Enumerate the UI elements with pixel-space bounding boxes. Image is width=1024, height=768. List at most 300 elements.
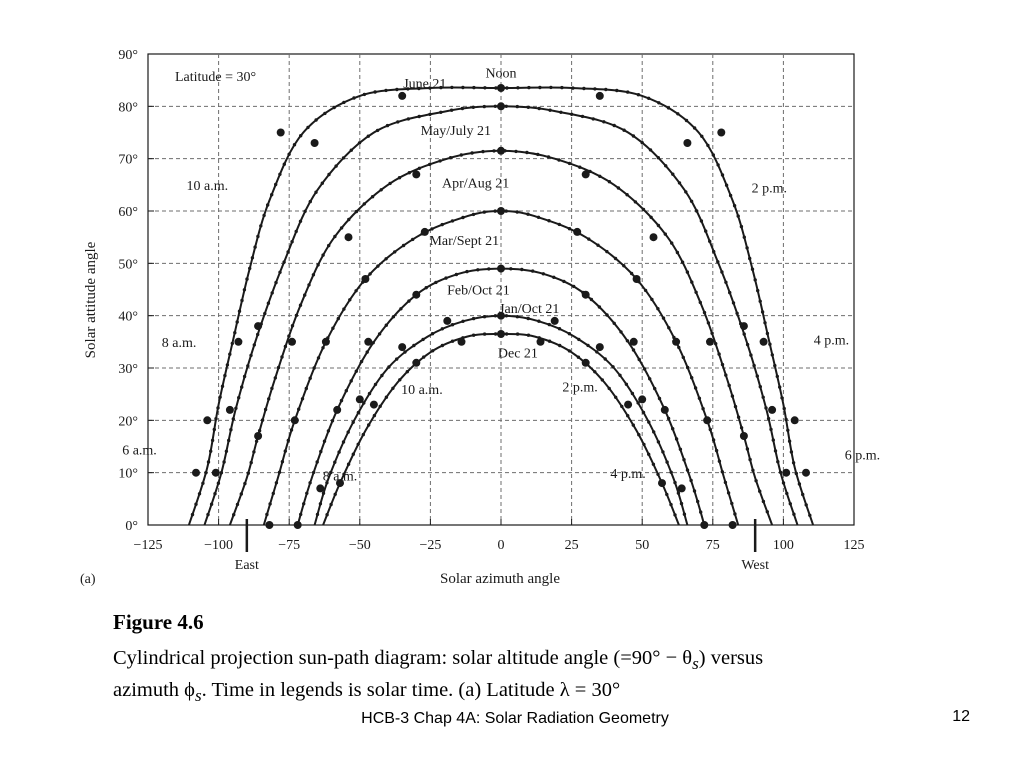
- minor-marker: [614, 396, 617, 399]
- minor-marker: [622, 264, 625, 267]
- minor-marker: [642, 443, 645, 446]
- minor-marker: [216, 406, 219, 409]
- minor-marker: [560, 86, 563, 89]
- minor-marker: [213, 428, 216, 431]
- minor-marker: [295, 314, 298, 317]
- east-label: East: [234, 558, 259, 573]
- minor-marker: [221, 385, 224, 388]
- hour-point: [316, 484, 324, 492]
- minor-marker: [652, 430, 655, 433]
- minor-marker: [658, 397, 661, 400]
- minor-marker: [700, 135, 703, 138]
- minor-marker: [217, 482, 220, 485]
- minor-marker: [657, 101, 660, 104]
- hour-point: [212, 469, 220, 477]
- minor-marker: [421, 338, 424, 341]
- minor-marker: [348, 298, 351, 301]
- minor-marker: [661, 450, 664, 453]
- minor-marker: [725, 184, 728, 187]
- minor-marker: [319, 450, 322, 453]
- minor-marker: [698, 397, 701, 400]
- minor-marker: [395, 88, 398, 91]
- minor-marker: [210, 503, 213, 506]
- minor-marker: [321, 253, 324, 256]
- y-tick-label: 60°: [118, 205, 138, 220]
- minor-marker: [558, 223, 561, 226]
- minor-marker: [759, 300, 762, 303]
- minor-marker: [278, 471, 281, 474]
- minor-marker: [808, 514, 811, 517]
- minor-marker: [299, 220, 302, 223]
- minor-marker: [357, 443, 360, 446]
- caption-line1-sub: s: [692, 654, 699, 674]
- minor-marker: [527, 106, 530, 109]
- minor-marker: [652, 463, 655, 466]
- minor-marker: [494, 209, 497, 212]
- minor-marker: [451, 323, 454, 326]
- hour-point: [497, 84, 505, 92]
- minor-marker: [520, 268, 523, 271]
- hour-point: [356, 395, 364, 403]
- hour-point: [760, 338, 768, 346]
- minor-marker: [317, 356, 320, 359]
- minor-marker: [331, 419, 334, 422]
- minor-marker: [701, 407, 704, 410]
- hour-point: [277, 129, 285, 137]
- minor-marker: [790, 450, 793, 453]
- minor-marker: [527, 86, 530, 89]
- minor-marker: [598, 175, 601, 178]
- minor-marker: [625, 193, 628, 196]
- hour-point: [361, 275, 369, 283]
- hour-point: [497, 102, 505, 110]
- minor-marker: [393, 250, 396, 253]
- minor-marker: [373, 414, 376, 417]
- minor-marker: [548, 340, 551, 343]
- minor-marker: [327, 244, 330, 247]
- minor-marker: [686, 468, 689, 471]
- minor-marker: [272, 492, 275, 495]
- minor-marker: [763, 321, 766, 324]
- minor-marker: [218, 395, 221, 398]
- minor-marker: [748, 257, 751, 260]
- annotation-label: 10 a.m.: [186, 179, 229, 195]
- hour-point: [551, 317, 559, 325]
- minor-marker: [204, 471, 207, 474]
- minor-marker: [396, 120, 399, 123]
- footer-title: HCB-3 Chap 4A: Solar Radiation Geometry: [361, 710, 669, 727]
- minor-marker: [611, 365, 614, 368]
- minor-marker: [428, 163, 431, 166]
- y-tick-label: 30°: [118, 362, 138, 377]
- caption-line1-suffix: ) versus: [698, 647, 764, 669]
- minor-marker: [268, 502, 271, 505]
- annotation-label: 6 p.m.: [844, 448, 881, 464]
- minor-marker: [340, 226, 343, 229]
- minor-marker: [648, 377, 651, 380]
- hour-point: [633, 275, 641, 283]
- hour-point: [497, 265, 505, 273]
- minor-marker: [325, 513, 328, 516]
- minor-marker: [676, 112, 679, 115]
- minor-marker: [712, 153, 715, 156]
- annotation-label: 4 p.m.: [610, 466, 646, 482]
- hour-point: [703, 416, 711, 424]
- minor-marker: [690, 376, 693, 379]
- minor-marker: [568, 349, 571, 352]
- hour-point: [638, 395, 646, 403]
- minor-marker: [316, 263, 319, 266]
- minor-marker: [233, 331, 236, 334]
- minor-marker: [228, 353, 231, 356]
- minor-marker: [778, 385, 781, 388]
- minor-marker: [772, 438, 775, 441]
- hour-point: [582, 170, 590, 178]
- minor-marker: [331, 327, 334, 330]
- minor-marker: [220, 471, 223, 474]
- minor-marker: [650, 298, 653, 301]
- minor-marker: [637, 93, 640, 96]
- minor-marker: [664, 164, 667, 167]
- minor-marker: [696, 500, 699, 503]
- minor-marker: [671, 173, 674, 176]
- minor-marker: [263, 312, 266, 315]
- minor-marker: [422, 355, 425, 358]
- hour-point: [412, 170, 420, 178]
- minor-marker: [670, 471, 673, 474]
- minor-marker: [714, 342, 717, 345]
- caption-line2-sub: s: [194, 686, 202, 706]
- minor-marker: [371, 195, 374, 198]
- minor-marker: [749, 353, 752, 356]
- x-tick-label: −100: [204, 538, 234, 553]
- minor-marker: [333, 461, 336, 464]
- figure-caption: [113, 610, 933, 709]
- minor-marker: [577, 356, 580, 359]
- hour-point: [596, 92, 604, 100]
- minor-marker: [664, 232, 667, 235]
- minor-marker: [287, 153, 290, 156]
- minor-marker: [676, 251, 679, 254]
- minor-marker: [287, 334, 290, 337]
- hour-point: [294, 521, 302, 529]
- minor-marker: [718, 460, 721, 463]
- minor-marker: [740, 426, 743, 429]
- minor-marker: [694, 386, 697, 389]
- minor-marker: [537, 320, 540, 323]
- minor-marker: [252, 450, 255, 453]
- minor-marker: [253, 245, 256, 248]
- minor-marker: [785, 492, 788, 495]
- hour-point: [729, 521, 737, 529]
- minor-marker: [637, 433, 640, 436]
- x-tick-label: 125: [843, 538, 865, 553]
- minor-marker: [398, 176, 401, 179]
- minor-marker: [334, 164, 337, 167]
- minor-marker: [465, 270, 468, 273]
- minor-marker: [250, 461, 253, 464]
- minor-marker: [354, 289, 357, 292]
- minor-marker: [284, 345, 287, 348]
- minor-marker: [243, 482, 246, 485]
- minor-marker: [643, 367, 646, 370]
- hour-point: [700, 521, 708, 529]
- y-tick-label: 70°: [118, 152, 138, 168]
- minor-marker: [411, 238, 414, 241]
- minor-marker: [683, 513, 686, 516]
- minor-marker: [321, 346, 324, 349]
- minor-marker: [632, 134, 635, 137]
- minor-marker: [265, 513, 268, 516]
- minor-marker: [724, 281, 727, 284]
- minor-marker: [347, 430, 350, 433]
- annotation-label: June 21: [403, 77, 447, 92]
- minor-marker: [376, 264, 379, 267]
- minor-marker: [281, 460, 284, 463]
- minor-marker: [525, 151, 528, 154]
- minor-marker: [734, 405, 737, 408]
- minor-marker: [384, 89, 387, 92]
- minor-marker: [766, 332, 769, 335]
- annotation-label: Dec 21: [497, 346, 538, 362]
- minor-marker: [780, 396, 783, 399]
- minor-marker: [779, 471, 782, 474]
- minor-marker: [439, 111, 442, 114]
- minor-marker: [368, 272, 371, 275]
- hour-point: [412, 359, 420, 367]
- hour-point: [311, 139, 319, 147]
- minor-marker: [290, 428, 293, 431]
- hour-point: [443, 317, 451, 325]
- minor-marker: [297, 408, 300, 411]
- minor-marker: [380, 374, 383, 377]
- minor-marker: [657, 440, 660, 443]
- hour-point: [364, 338, 372, 346]
- minor-marker: [438, 159, 441, 162]
- caption-line1-prefix: Cylindrical projection sun-path diagram: solar altitude angle (=90° − θ: [113, 647, 693, 669]
- minor-marker: [756, 289, 759, 292]
- minor-marker: [766, 510, 769, 513]
- minor-marker: [693, 126, 696, 129]
- minor-marker: [305, 387, 308, 390]
- minor-marker: [649, 216, 652, 219]
- minor-marker: [472, 213, 475, 216]
- minor-marker: [494, 332, 497, 335]
- minor-marker: [751, 469, 754, 472]
- minor-marker: [568, 332, 571, 335]
- minor-marker: [494, 314, 497, 317]
- minor-marker: [282, 260, 285, 263]
- minor-marker: [258, 429, 261, 432]
- minor-marker: [685, 119, 688, 122]
- minor-marker: [733, 512, 736, 515]
- minor-marker: [746, 343, 749, 346]
- minor-marker: [617, 186, 620, 189]
- minor-marker: [264, 408, 267, 411]
- minor-marker: [398, 378, 401, 381]
- minor-marker: [461, 86, 464, 89]
- annotation-label: Apr/Aug 21: [441, 176, 510, 192]
- minor-marker: [786, 429, 789, 432]
- minor-marker: [700, 219, 703, 222]
- minor-marker: [642, 208, 645, 211]
- minor-marker: [531, 269, 534, 272]
- minor-marker: [587, 237, 590, 240]
- minor-marker: [483, 86, 486, 89]
- minor-marker: [213, 492, 216, 495]
- minor-marker: [656, 307, 659, 310]
- minor-marker: [334, 493, 337, 496]
- minor-marker: [283, 163, 286, 166]
- minor-marker: [206, 513, 209, 516]
- minor-marker: [759, 385, 762, 388]
- minor-marker: [764, 406, 767, 409]
- minor-marker: [613, 124, 616, 127]
- minor-marker: [302, 502, 305, 505]
- minor-marker: [367, 423, 370, 426]
- minor-marker: [647, 420, 650, 423]
- minor-marker: [733, 204, 736, 207]
- minor-marker: [299, 513, 302, 516]
- minor-marker: [313, 366, 316, 369]
- minor-marker: [536, 153, 539, 156]
- minor-marker: [716, 260, 719, 263]
- minor-marker: [771, 353, 774, 356]
- minor-marker: [724, 481, 727, 484]
- minor-marker: [399, 307, 402, 310]
- minor-marker: [505, 209, 508, 212]
- minor-marker: [631, 392, 634, 395]
- minor-marker: [562, 280, 565, 283]
- minor-marker: [270, 387, 273, 390]
- annotation-label: 8 a.m.: [322, 469, 358, 485]
- minor-marker: [776, 375, 779, 378]
- minor-marker: [593, 370, 596, 373]
- minor-marker: [384, 257, 387, 260]
- y-tick-label: 10°: [118, 466, 138, 482]
- hour-point: [345, 233, 353, 241]
- minor-marker: [689, 479, 692, 482]
- minor-marker: [743, 236, 746, 239]
- minor-marker: [630, 272, 633, 275]
- minor-marker: [483, 210, 486, 213]
- minor-marker: [572, 285, 575, 288]
- hour-point: [398, 343, 406, 351]
- minor-marker: [229, 428, 232, 431]
- minor-marker: [340, 399, 343, 402]
- x-tick-label: 100: [772, 538, 794, 553]
- minor-marker: [708, 240, 711, 243]
- hour-point: [398, 92, 406, 100]
- minor-marker: [729, 194, 732, 197]
- x-tick-label: 0: [497, 538, 505, 553]
- minor-marker: [505, 86, 508, 89]
- x-tick-label: −75: [278, 538, 301, 553]
- page-number: 12: [952, 708, 970, 725]
- minor-marker: [342, 307, 345, 310]
- hour-point: [678, 484, 686, 492]
- minor-marker: [647, 97, 650, 100]
- x-axis-label: Solar azimuth angle: [440, 571, 560, 587]
- minor-marker: [644, 289, 647, 292]
- minor-marker: [762, 500, 765, 503]
- minor-marker: [641, 141, 644, 144]
- minor-marker: [374, 383, 377, 386]
- minor-marker: [251, 256, 254, 259]
- minor-marker: [472, 317, 475, 320]
- minor-marker: [704, 229, 707, 232]
- minor-marker: [363, 93, 366, 96]
- minor-marker: [728, 291, 731, 294]
- minor-marker: [657, 224, 660, 227]
- minor-marker: [595, 350, 598, 353]
- hour-point: [412, 291, 420, 299]
- minor-marker: [686, 270, 689, 273]
- minor-marker: [363, 202, 366, 205]
- minor-marker: [378, 332, 381, 335]
- minor-marker: [795, 472, 798, 475]
- minor-marker: [716, 163, 719, 166]
- minor-marker: [614, 257, 617, 260]
- hour-point: [288, 338, 296, 346]
- hour-point: [234, 338, 242, 346]
- minor-marker: [236, 503, 239, 506]
- minor-marker: [619, 330, 622, 333]
- minor-marker: [342, 440, 345, 443]
- minor-marker: [735, 312, 738, 315]
- hour-point: [582, 291, 590, 299]
- minor-marker: [789, 502, 792, 505]
- minor-marker: [752, 364, 755, 367]
- minor-marker: [776, 460, 779, 463]
- minor-marker: [538, 86, 541, 89]
- minor-marker: [670, 241, 673, 244]
- minor-marker: [261, 418, 264, 421]
- minor-marker: [694, 291, 697, 294]
- minor-marker: [740, 225, 743, 228]
- minor-marker: [278, 173, 281, 176]
- minor-marker: [542, 272, 545, 275]
- minor-marker: [626, 90, 629, 93]
- minor-marker: [337, 317, 340, 320]
- annotation-label: 2 p.m.: [562, 380, 598, 396]
- minor-marker: [608, 180, 611, 183]
- hour-point: [333, 406, 341, 414]
- minor-marker: [355, 210, 358, 213]
- minor-marker: [620, 405, 623, 408]
- minor-marker: [395, 357, 398, 360]
- minor-marker: [274, 281, 277, 284]
- minor-marker: [656, 473, 659, 476]
- minor-marker: [737, 214, 740, 217]
- minor-marker: [686, 366, 689, 369]
- minor-marker: [516, 105, 519, 108]
- minor-marker: [236, 320, 239, 323]
- minor-marker: [782, 481, 785, 484]
- minor-marker: [745, 246, 748, 249]
- minor-marker: [226, 363, 229, 366]
- minor-marker: [642, 411, 645, 414]
- minor-marker: [355, 370, 358, 373]
- minor-marker: [431, 349, 434, 352]
- hour-point: [497, 147, 505, 155]
- minor-marker: [314, 191, 317, 194]
- minor-marker: [225, 450, 228, 453]
- minor-marker: [237, 396, 240, 399]
- minor-marker: [256, 235, 259, 238]
- minor-marker: [720, 270, 723, 273]
- minor-marker: [681, 261, 684, 264]
